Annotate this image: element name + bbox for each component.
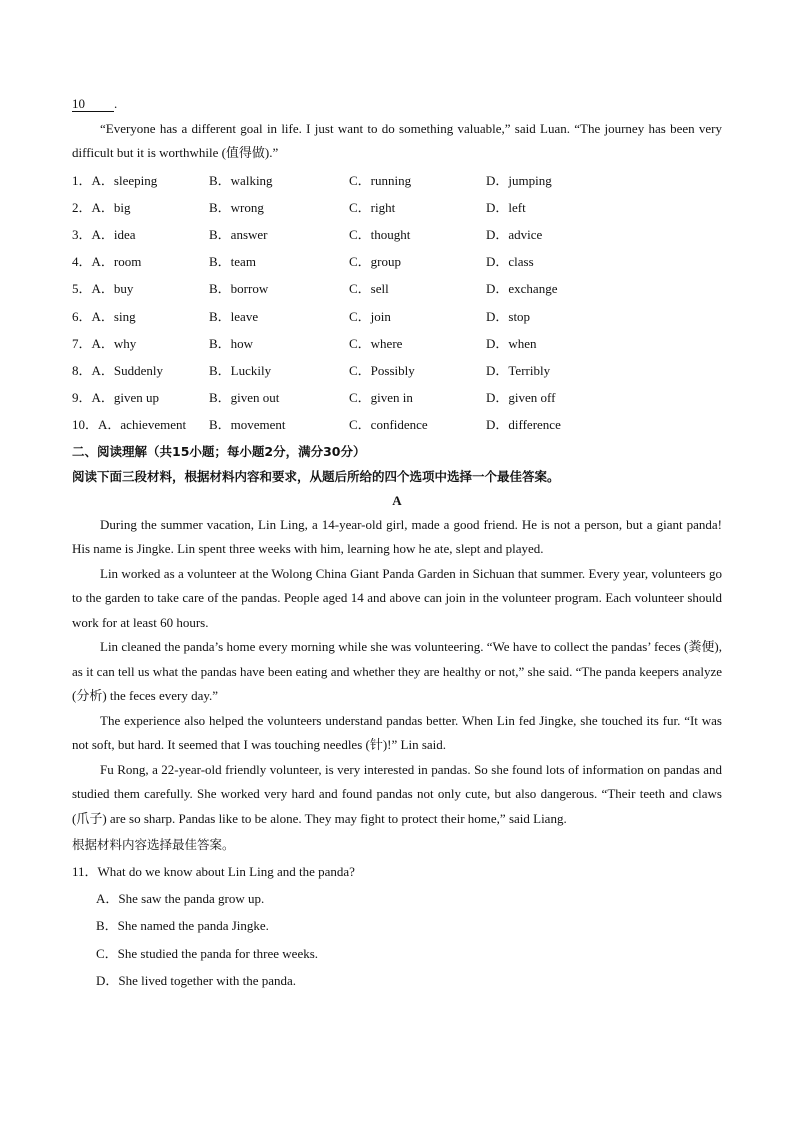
option-a: 6．A．sing bbox=[72, 308, 136, 324]
option-c: C．where bbox=[349, 335, 403, 351]
option-b: B．movement bbox=[209, 417, 286, 433]
option-row bbox=[72, 303, 722, 330]
passage-paragraph: Lin worked as a volunteer at the Wolong China Giant Panda Garden in Sichuan that summer. Every year, volunteers go to the garden to take care of the pandas. People aged 14 and above can join in the volunteer program. Each volunteer should work for at least 60 hours. bbox=[72, 565, 722, 630]
option-row bbox=[72, 411, 722, 438]
option-a: 5．A．buy bbox=[72, 281, 134, 297]
passage-paragraph: Lin cleaned the panda’s home every morning while she was volunteering. “We have to collect the pandas’ feces (粪便), as it can tell us what the pandas have been eating and whether they are healthy or not,” she said. “The panda keepers analyze (分析) the feces every day.” bbox=[72, 639, 722, 704]
option-d: D．stop bbox=[486, 308, 531, 324]
option-d: D．exchange bbox=[486, 281, 558, 297]
option-b: B．wrong bbox=[209, 199, 264, 215]
option-b: B．team bbox=[209, 254, 256, 270]
option-d: D．Terribly bbox=[486, 362, 551, 378]
option-row bbox=[72, 357, 722, 384]
option-a: 9．A．given up bbox=[72, 390, 160, 406]
option-c: C．sell bbox=[349, 281, 389, 297]
option-row bbox=[72, 330, 722, 357]
question-stem: 11．What do we know about Lin Ling and the panda? bbox=[72, 864, 355, 880]
section-title: 二、阅读理解（共15小题；每小题2分，满分30分） bbox=[72, 443, 366, 459]
option-a: 8．A．Suddenly bbox=[72, 362, 164, 378]
option-b: B．walking bbox=[209, 172, 273, 188]
option-a: 3．A．idea bbox=[72, 226, 136, 242]
option-b: B．given out bbox=[209, 390, 280, 406]
passage-paragraph: During the summer vacation, Lin Ling, a 14-year-old girl, made a good friend. He is not a person, but a giant panda! His name is Jingke. Lin spent three weeks with him, learning how he ate, slept and played. bbox=[72, 516, 722, 557]
option-c: C．Possibly bbox=[349, 362, 415, 378]
option-c: C．join bbox=[349, 308, 391, 324]
option-a: 10．A．achievement bbox=[72, 417, 187, 433]
option-b: B．borrow bbox=[209, 281, 269, 297]
question-option-a: A．She saw the panda grow up. bbox=[96, 891, 265, 907]
cloze-options bbox=[72, 167, 722, 439]
question-option-d: D．She lived together with the panda. bbox=[96, 972, 297, 988]
option-d: D．left bbox=[486, 199, 526, 215]
option-row bbox=[72, 167, 722, 194]
option-d: D．difference bbox=[486, 417, 561, 433]
option-b: B．how bbox=[209, 335, 254, 351]
question-prompt: 根据材料内容选择最佳答案。 bbox=[72, 837, 235, 853]
option-row bbox=[72, 194, 722, 221]
option-c: C．given in bbox=[349, 390, 413, 406]
option-d: D．class bbox=[486, 254, 534, 270]
option-c: C．running bbox=[349, 172, 412, 188]
passage-paragraph: The experience also helped the volunteers understand pandas better. When Lin fed Jingke, she touched its fur. “It was not soft, but hard. It seemed that I was touching needles (针)!” Lin said. bbox=[72, 712, 722, 753]
option-c: C．group bbox=[349, 254, 402, 270]
option-d: D．advice bbox=[486, 226, 543, 242]
question-option-c: C．She studied the panda for three weeks. bbox=[96, 945, 319, 961]
option-row bbox=[72, 221, 722, 248]
option-d: D．jumping bbox=[486, 172, 552, 188]
option-b: B．Luckily bbox=[209, 362, 272, 378]
closing-paragraph: “Everyone has a different goal in life. I just want to do something valuable,” said Luan. “The journey has been very difficult but it is worthwhile (值得做).” bbox=[72, 120, 722, 160]
option-d: D．given off bbox=[486, 390, 556, 406]
passage-paragraph: Fu Rong, a 22-year-old friendly volunteer, is very interested in pandas. So she found lots of information on pandas and studied them carefully. She worked very hard and found pandas not only cute, but also dangerous. “Their teeth and claws (爪子) are so sharp. Pandas like to be alone. They may fight to protect their home,” said Liang. bbox=[72, 761, 722, 826]
option-row bbox=[72, 384, 722, 411]
question-option-b: B．She named the panda Jingke. bbox=[96, 918, 269, 934]
document-page bbox=[72, 92, 722, 994]
option-b: B．leave bbox=[209, 308, 259, 324]
section-instruction: 阅读下面三段材料，根据材料内容和要求，从题后所给的四个选项中选择一个最佳答案。 bbox=[72, 468, 560, 484]
option-b: B．answer bbox=[209, 226, 268, 242]
option-a: 4．A．room bbox=[72, 254, 142, 270]
option-a: 7．A．why bbox=[72, 335, 137, 351]
blank-tail: . bbox=[114, 96, 118, 111]
option-c: C．right bbox=[349, 199, 396, 215]
option-c: C．thought bbox=[349, 226, 411, 242]
blank-line bbox=[72, 92, 722, 117]
passage-letter: A bbox=[392, 492, 402, 508]
option-a: 2．A．big bbox=[72, 199, 131, 215]
blank-number: 10 bbox=[72, 97, 114, 112]
option-d: D．when bbox=[486, 335, 537, 351]
option-row bbox=[72, 248, 722, 275]
option-row bbox=[72, 275, 722, 302]
option-c: C．confidence bbox=[349, 417, 428, 433]
option-a: 1．A．sleeping bbox=[72, 172, 158, 188]
